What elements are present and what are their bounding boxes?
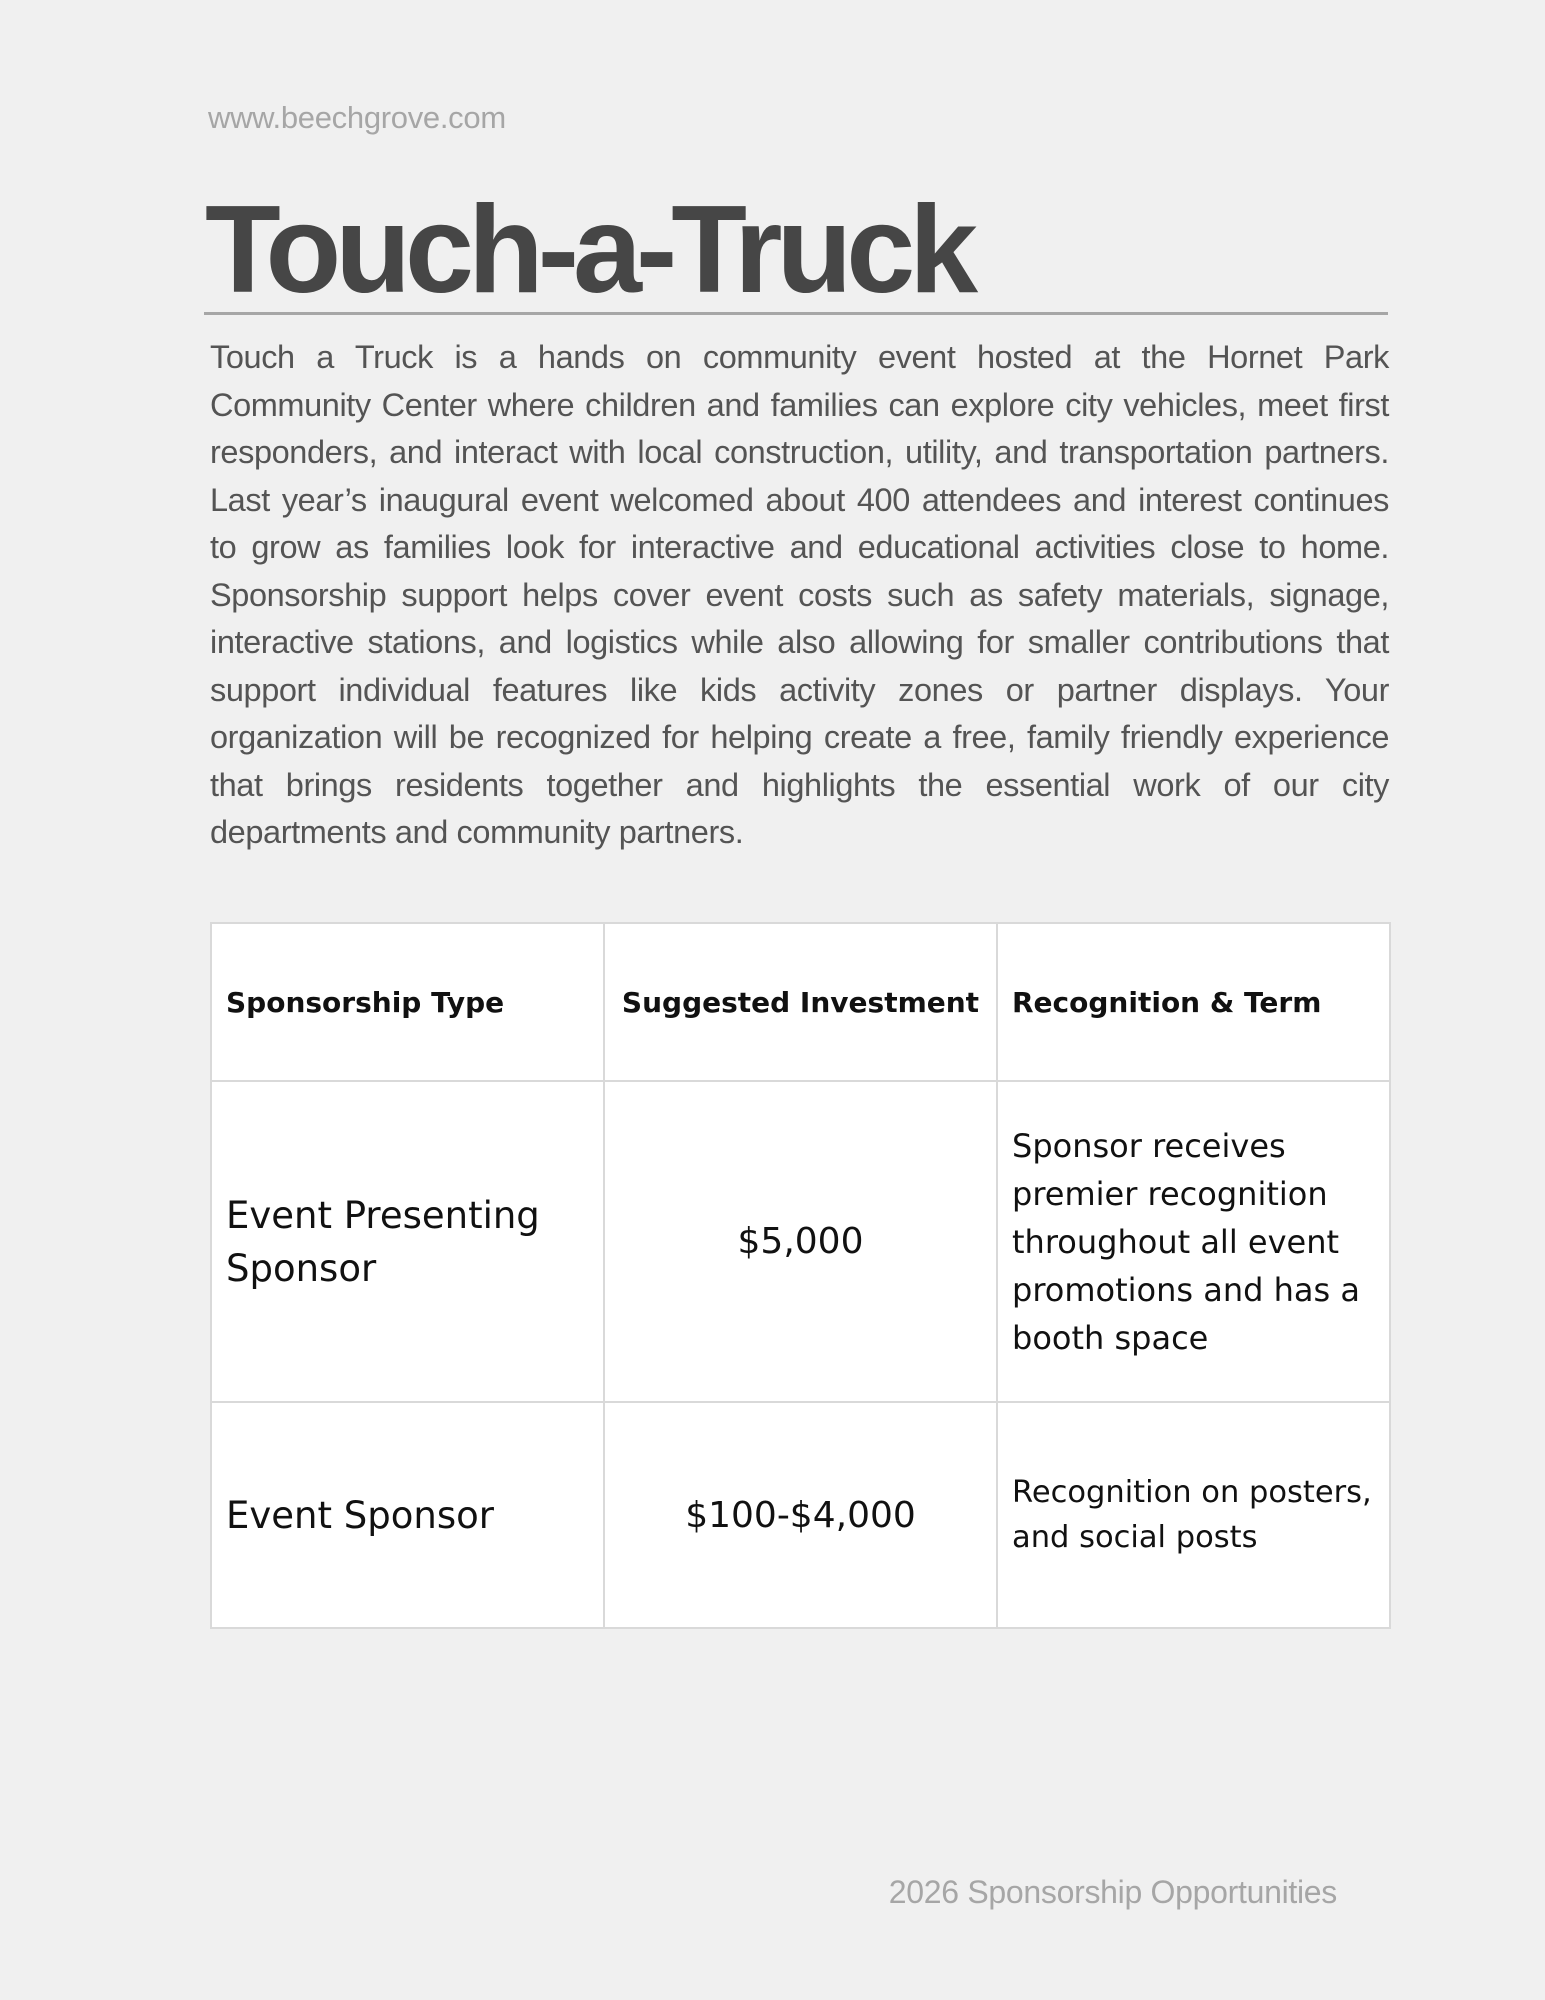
sponsorship-type-cell: Event Presenting Sponsor <box>211 1081 604 1402</box>
table-row <box>211 1081 1390 1402</box>
table-row <box>211 1402 1390 1628</box>
column-header-sponsorship-type: Sponsorship Type <box>211 923 604 1081</box>
website-url: www.beechgrove.com <box>208 100 506 135</box>
investment-cell: $100-$4,000 <box>604 1402 997 1628</box>
column-header-recognition-term: Recognition & Term <box>997 923 1390 1081</box>
sponsorship-table <box>210 922 1391 1629</box>
footer-label: 2026 Sponsorship Opportunities <box>888 1874 1337 1910</box>
recognition-cell: Recognition on posters, and social posts <box>997 1402 1390 1628</box>
sponsorship-type-cell: Event Sponsor <box>211 1402 604 1628</box>
investment-cell: $5,000 <box>604 1081 997 1402</box>
page-title: Touch-a-Truck <box>205 181 973 319</box>
title-divider <box>204 312 1388 315</box>
column-header-suggested-investment: Suggested Investment <box>604 923 997 1081</box>
table-header-row <box>211 923 1390 1081</box>
event-description: Touch a Truck is a hands on community event hosted at the Hornet Park Community Center where children and families can explore city vehicles, meet first responders, and interact with local construction, utility, and transportation partners. Last year’s inaugural event welcomed about 400 attendees and interest continues to grow as families look for interactive and educational activities close to home. Sponsorship support helps cover event costs such as safety materials, signage, interactive stations, and logistics while also allowing for smaller contributions that support individual features like kids activity zones or partner displays. Your organization will be recognized for helping create a free, family friendly experience that brings residents together and highlights the essential work of our city departments and community partners. <box>210 339 1389 850</box>
recognition-cell: Sponsor receives premier recognition throughout all event promotions and has a booth space <box>997 1081 1390 1402</box>
